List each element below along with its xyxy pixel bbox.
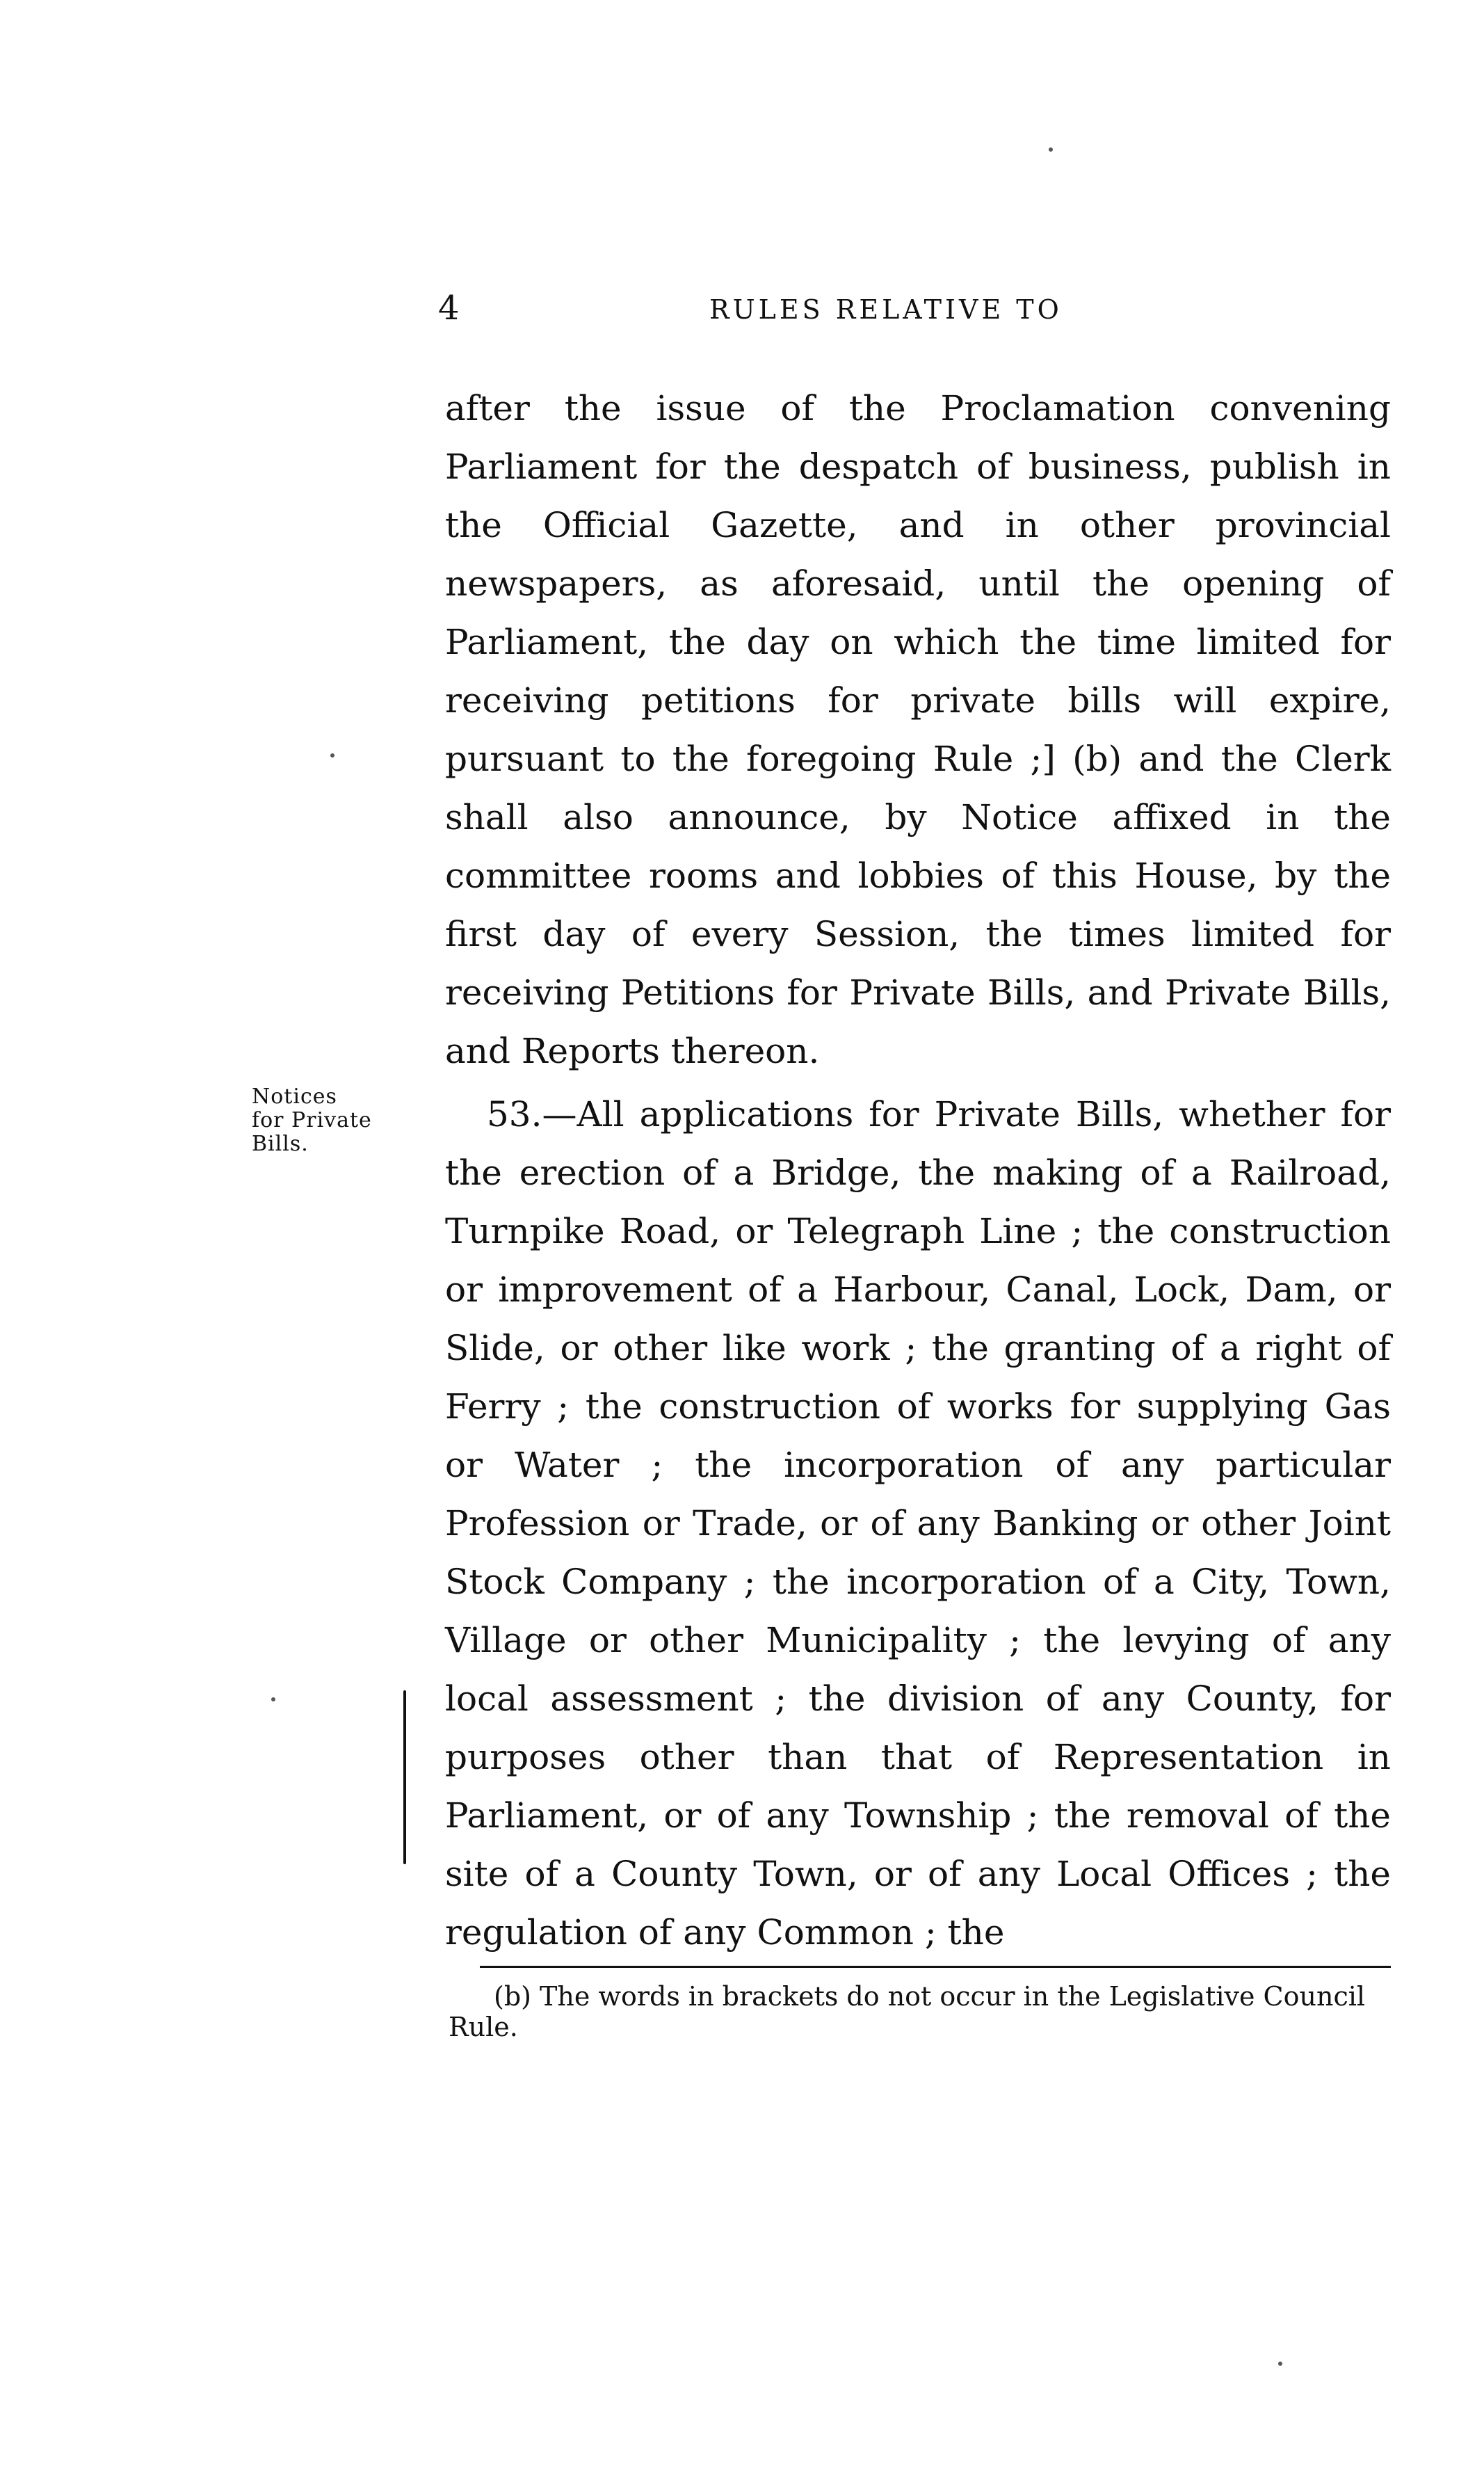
- margin-vertical-mark: [403, 1690, 406, 1864]
- sidenote-line-3: Bills.: [252, 1132, 309, 1156]
- sidenote-line-2: for Private: [252, 1108, 372, 1132]
- continuation-paragraph: after the issue of the Proclamation convening Parliament for the despatch of business, publish in the Official Gazette, and in other provincial newspapers, as aforesaid, until the opening of Parliament, the day on which the time limited for receiving petitions for private bills will expire, pursuant to the foregoing Rule ;] (b) and the Clerk shall also announce, by Notice affixed in the committee rooms and lobbies of this House, by the first day of every Session, the times limited for receiving Petitions for Private Bills, and Private Bills, and Reports thereon.: [445, 388, 1391, 1071]
- continuation-text-block: [445, 379, 1391, 1080]
- stray-dot-mark: [271, 1697, 275, 1701]
- page-header: [438, 289, 1398, 337]
- running-head: RULES RELATIVE TO: [709, 294, 1063, 325]
- stray-dot-mark: [1278, 2362, 1282, 2366]
- rule-53-paragraph: 53.—All applications for Private Bills, whether for the erection of a Bridge, the making of a Railroad, Turnpike Road, or Telegraph Line ; the construction or improvement of a Harbour, Canal, Lock, Dam, or Slide, or other like work ; the granting of a right of Ferry ; the construction of works for supplying Gas or Water ; the incorporation of any particular Profession or Trade, or of any Banking or other Joint Stock Company ; the incorporation of a City, Town, Village or other Municipality ; the levying of any local assessment ; the division of any County, for purposes other than that of Representation in Parliament, or of any Township ; the removal of the site of a County Town, or of any Local Offices ; the regulation of any Common ; the: [445, 1094, 1391, 1953]
- footnote-b: (b) The words in brackets do not occur in the Legislative Council Rule.: [449, 1981, 1366, 2042]
- page-number: 4: [438, 289, 460, 328]
- stray-dot-mark: [330, 753, 334, 758]
- sidenote-line-1: Notices: [252, 1084, 337, 1109]
- stray-dot-mark: [1049, 147, 1053, 152]
- margin-sidenote: [252, 1085, 419, 1156]
- footnote-divider: [480, 1966, 1391, 1968]
